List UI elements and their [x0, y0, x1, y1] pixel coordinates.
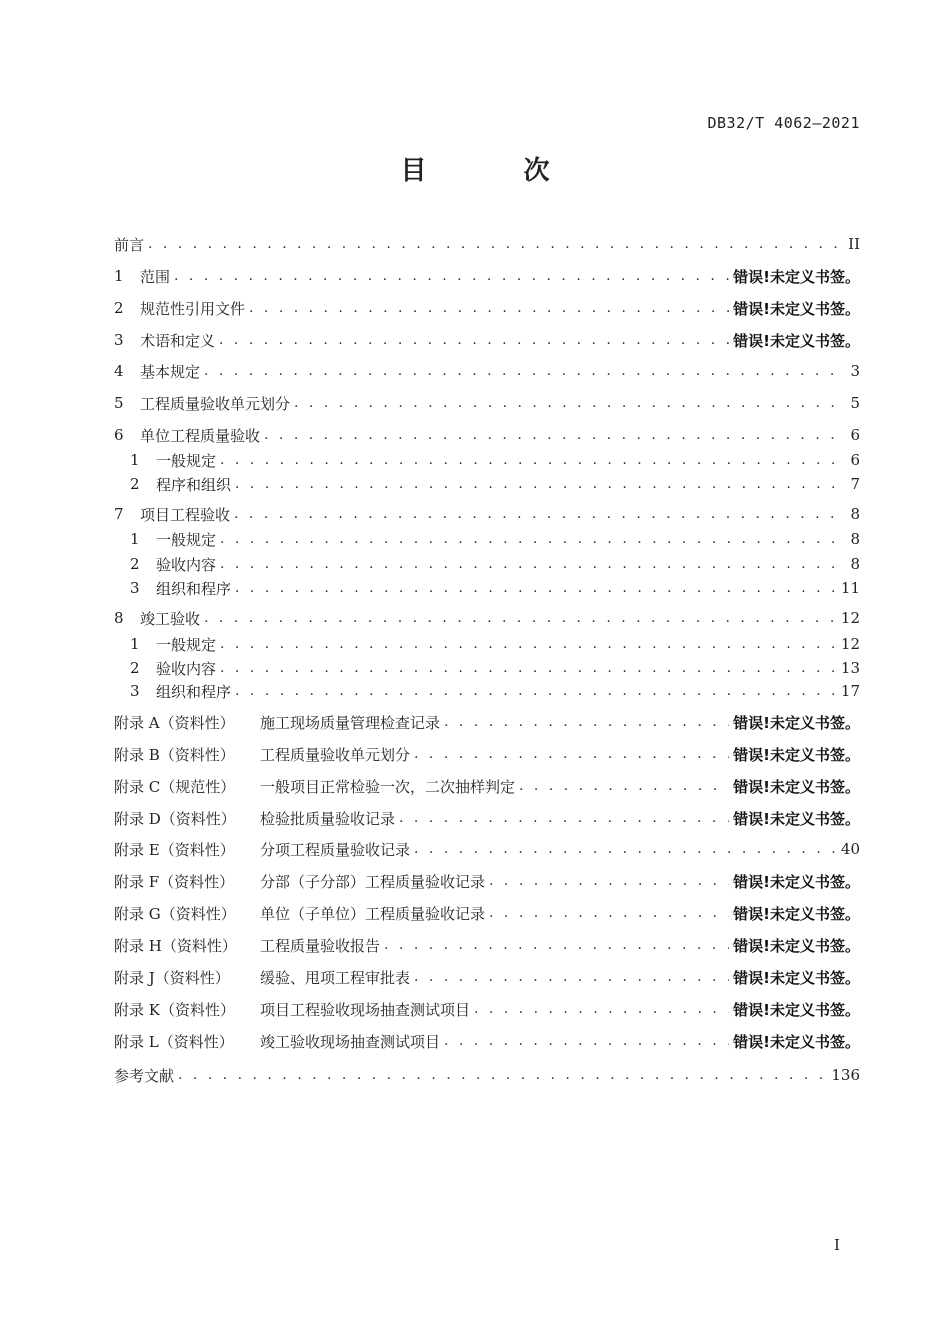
toc-leader-dots: [399, 807, 729, 829]
toc-appendix-label: 附录 H（资料性）: [114, 936, 237, 955]
toc-entry-title: 单位（子单位）工程质量验收记录: [260, 904, 486, 923]
toc-entry[interactable]: [114, 265, 860, 287]
toc-appendix-label: 附录 D（资料性）: [114, 809, 236, 828]
toc-entry[interactable]: [114, 297, 860, 319]
toc-entry[interactable]: [114, 743, 860, 765]
toc-entry[interactable]: [114, 392, 860, 414]
toc-leader-dots: [235, 577, 837, 599]
toc-leader-dots: [178, 1064, 827, 1086]
toc-entry-number: 8: [114, 609, 124, 627]
toc-page-number: 12: [840, 609, 860, 627]
document-code: DB32/T 4062—2021: [707, 114, 860, 132]
toc-leader-dots: [204, 360, 846, 382]
toc-leader-dots: [220, 449, 846, 471]
toc-appendix-label: 附录 B（资料性）: [114, 745, 235, 764]
toc-leader-dots: [444, 1030, 729, 1052]
toc-entry[interactable]: [114, 1030, 860, 1052]
toc-entry[interactable]: [114, 838, 860, 860]
toc-leader-dots: [444, 711, 729, 733]
toc-entry[interactable]: [114, 807, 860, 829]
toc-entry-title: 术语和定义: [140, 331, 216, 350]
toc-page-number: II: [848, 235, 860, 253]
toc-entry[interactable]: [114, 424, 860, 446]
toc-entry-title: 基本规定: [140, 362, 201, 381]
toc-entry-number: 1: [130, 451, 140, 469]
toc-entry-title: 项目工程验收: [140, 505, 231, 524]
toc-entry-title: 单位工程质量验收: [140, 426, 261, 445]
page-number: I: [834, 1236, 840, 1254]
toc-entry-title: 范围: [140, 267, 171, 286]
toc-entry-title: 项目工程验收现场抽查测试项目: [260, 1000, 471, 1019]
toc-entry-title: 工程质量验收报告: [260, 936, 381, 955]
toc-entry[interactable]: [114, 607, 860, 629]
toc-entry-title: 验收内容: [156, 555, 217, 574]
toc-entry[interactable]: [130, 577, 860, 599]
toc-error-bookmark: 错误!未定义书签。: [733, 872, 860, 891]
toc-leader-dots: [220, 553, 846, 575]
toc-entry-title: 检验批质量验收记录: [260, 809, 396, 828]
toc-entry[interactable]: [114, 870, 860, 892]
toc-entry[interactable]: [114, 503, 860, 525]
toc-error-bookmark: 错误!未定义书签。: [733, 1000, 860, 1019]
toc-entry[interactable]: [114, 360, 860, 382]
toc-entry-title: 分项工程质量验收记录: [260, 840, 411, 859]
toc-leader-dots: [204, 607, 837, 629]
toc-entry[interactable]: [130, 553, 860, 575]
toc-leader-dots: [235, 680, 837, 702]
toc-page-number: 17: [840, 682, 860, 700]
toc-entry[interactable]: [114, 775, 860, 797]
toc-error-bookmark: 错误!未定义书签。: [733, 936, 860, 955]
toc-entry-number: 2: [130, 475, 140, 493]
toc-error-bookmark: 错误!未定义书签。: [733, 968, 860, 987]
toc-entry-number: 1: [130, 530, 140, 548]
toc-entry-title: 缓验、甩项工程审批表: [260, 968, 411, 987]
toc-entry-number: 5: [114, 394, 124, 412]
toc-entry-title: 组织和程序: [156, 682, 232, 701]
toc-entry[interactable]: [114, 329, 860, 351]
toc-error-bookmark: 错误!未定义书签。: [733, 904, 860, 923]
toc-error-bookmark: 错误!未定义书签。: [733, 745, 860, 764]
toc-page-number: 8: [850, 555, 860, 573]
toc-leader-dots: [174, 265, 729, 287]
toc-leader-dots: [519, 775, 729, 797]
toc-page-number: 8: [850, 530, 860, 548]
toc-appendix-label: 附录 L（资料性）: [114, 1032, 234, 1051]
toc-page-number: 7: [850, 475, 860, 493]
toc-entry[interactable]: [114, 998, 860, 1020]
toc-entry[interactable]: [114, 711, 860, 733]
toc-leader-dots: [489, 902, 729, 924]
toc-leader-dots: [474, 998, 729, 1020]
toc-entry-title: 一般规定: [156, 635, 217, 654]
toc-leader-dots: [384, 934, 729, 956]
toc-appendix-label: 附录 A（资料性）: [114, 713, 235, 732]
toc-leader-dots: [294, 392, 846, 414]
toc-entry-title: 分部（子分部）工程质量验收记录: [260, 872, 486, 891]
toc-entry[interactable]: [130, 657, 860, 679]
toc-leader-dots: [220, 528, 846, 550]
toc-entry[interactable]: [114, 233, 860, 255]
toc-leader-dots: [235, 473, 846, 495]
toc-entry-title: 施工现场质量管理检查记录: [260, 713, 441, 732]
toc-page-number: 8: [850, 505, 860, 523]
toc-leader-dots: [219, 329, 729, 351]
toc-entry-number: 6: [114, 426, 124, 444]
toc-leader-dots: [414, 966, 729, 988]
toc-page-number: 136: [831, 1066, 860, 1084]
toc-entry-title: 工程质量验收单元划分: [260, 745, 411, 764]
toc-entry-title: 前言: [114, 235, 145, 254]
toc-leader-dots: [234, 503, 846, 525]
toc-leader-dots: [414, 838, 837, 860]
toc-appendix-label: 附录 E（资料性）: [114, 840, 235, 859]
toc-appendix-label: 附录 K（资料性）: [114, 1000, 235, 1019]
toc-entry-title: 参考文献: [114, 1066, 175, 1085]
toc-page-number: 11: [840, 579, 860, 597]
toc-page-number: 13: [840, 659, 860, 677]
toc-error-bookmark: 错误!未定义书签。: [733, 1032, 860, 1051]
toc-entry-number: 1: [130, 635, 140, 653]
toc-entry[interactable]: [130, 680, 860, 702]
toc-entry-title: 竣工验收: [140, 609, 201, 628]
toc-error-bookmark: 错误!未定义书签。: [733, 713, 860, 732]
toc-entry[interactable]: [114, 1064, 860, 1086]
toc-entry-title: 验收内容: [156, 659, 217, 678]
toc-error-bookmark: 错误!未定义书签。: [733, 809, 860, 828]
toc-leader-dots: [148, 233, 844, 255]
toc-entry-number: 2: [114, 299, 124, 317]
toc-entry-number: 1: [114, 267, 124, 285]
toc-entry-number: 7: [114, 505, 124, 523]
toc-entry[interactable]: [130, 633, 860, 655]
toc-error-bookmark: 错误!未定义书签。: [733, 331, 860, 350]
toc-entry[interactable]: [130, 449, 860, 471]
toc-entry-number: 4: [114, 362, 124, 380]
toc-appendix-label: 附录 G（资料性）: [114, 904, 236, 923]
toc-leader-dots: [414, 743, 729, 765]
toc-leader-dots: [264, 424, 846, 446]
toc-entry-title: 程序和组织: [156, 475, 232, 494]
toc-error-bookmark: 错误!未定义书签。: [733, 267, 860, 286]
toc-entry[interactable]: [130, 528, 860, 550]
toc-entry-number: 3: [130, 682, 140, 700]
toc-leader-dots: [489, 870, 729, 892]
toc-entry-title: 规范性引用文件: [140, 299, 246, 318]
toc-entry-title: 一般项目正常检验一次，二次抽样判定: [260, 777, 516, 796]
toc-appendix-label: 附录 C（规范性）: [114, 777, 236, 796]
toc-entry-number: 3: [130, 579, 140, 597]
toc-error-bookmark: 错误!未定义书签。: [733, 299, 860, 318]
toc-entry[interactable]: [114, 902, 860, 924]
toc-leader-dots: [249, 297, 729, 319]
toc-entry[interactable]: [114, 966, 860, 988]
toc-page-number: 5: [850, 394, 860, 412]
toc-page-number: 6: [850, 426, 860, 444]
toc-entry-title: 竣工验收现场抽查测试项目: [260, 1032, 441, 1051]
toc-entry-title: 一般规定: [156, 451, 217, 470]
toc-appendix-label: 附录 F（资料性）: [114, 872, 235, 891]
toc-leader-dots: [220, 657, 837, 679]
toc-entry-title: 工程质量验收单元划分: [140, 394, 291, 413]
toc-entry-number: 2: [130, 555, 140, 573]
toc-leader-dots: [220, 633, 837, 655]
toc-page-number: 12: [840, 635, 860, 653]
toc-error-bookmark: 错误!未定义书签。: [733, 777, 860, 796]
toc-page-number: 6: [850, 451, 860, 469]
toc-page-number: 40: [840, 840, 860, 858]
toc-entry-title: 一般规定: [156, 530, 217, 549]
toc-page-number: 3: [850, 362, 860, 380]
toc-entry-number: 3: [114, 331, 124, 349]
toc-entry[interactable]: [114, 934, 860, 956]
toc-appendix-label: 附录 J（资料性）: [114, 968, 230, 987]
toc-entry-number: 2: [130, 659, 140, 677]
toc-entry[interactable]: [130, 473, 860, 495]
page-title: 目 次: [400, 156, 594, 186]
toc-entry-title: 组织和程序: [156, 579, 232, 598]
